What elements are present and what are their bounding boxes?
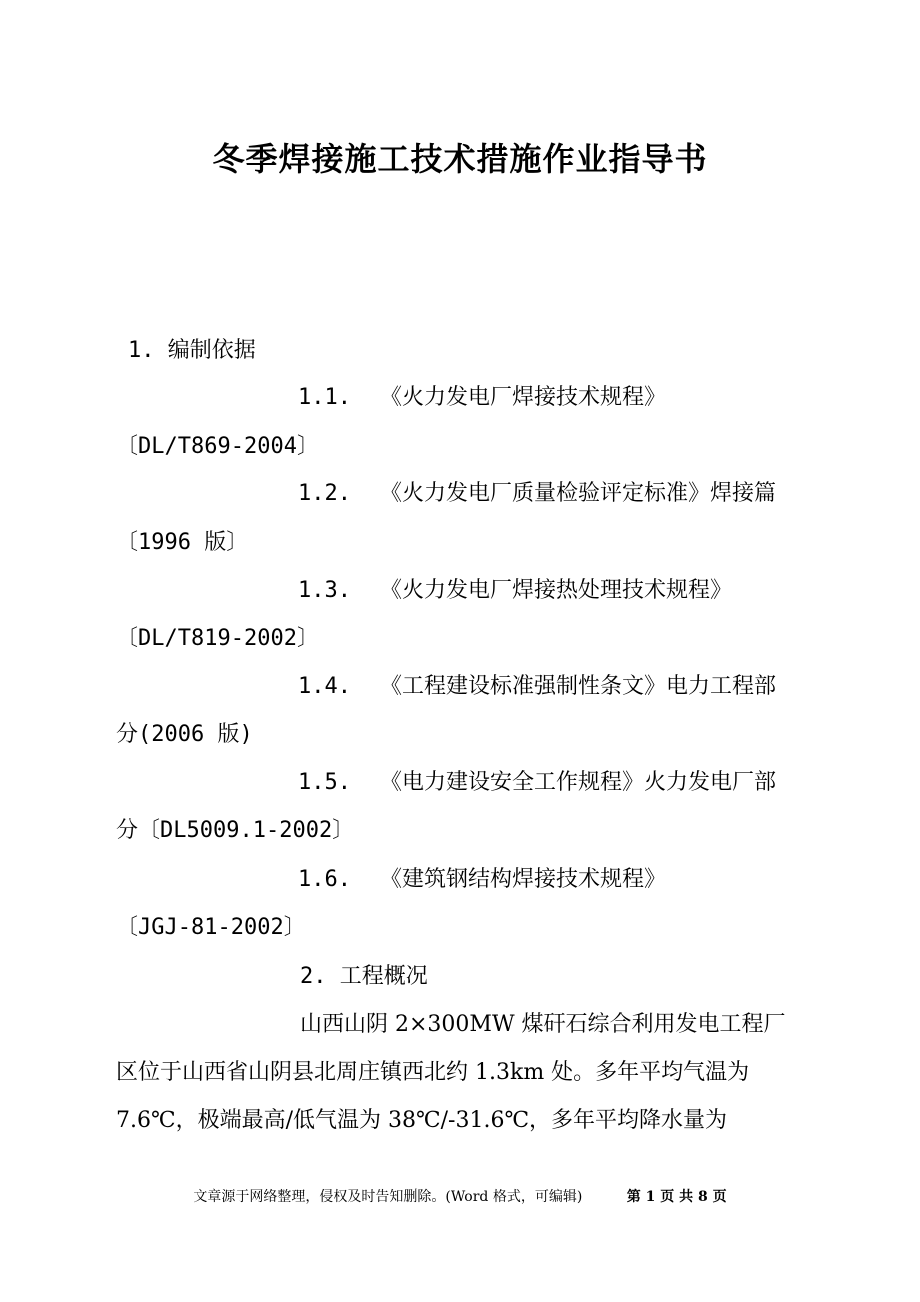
item-number: 1.4.: [298, 674, 351, 699]
item-continuation: 〔DL/T869-2004〕: [116, 434, 319, 459]
item-number: 1.2.: [298, 481, 351, 506]
item-continuation: 分(2006 版): [116, 722, 253, 747]
item-number: 1.1.: [298, 385, 351, 410]
paragraph-line: 山西山阴 2×300MW 煤矸石综合利用发电工程厂: [300, 1012, 786, 1037]
footer-note: 文章源于网络整理，侵权及时告知删除。(Word 格式，可编辑): [193, 1189, 583, 1205]
item-text: 《火力发电厂质量检验评定标准》焊接篇: [380, 481, 777, 506]
item-number: 1.5.: [298, 770, 351, 795]
item-continuation: 〔JGJ-81-2002〕: [116, 915, 306, 940]
section-heading-2: 2. 工程概况: [300, 964, 428, 989]
item-number: 1.6.: [298, 867, 351, 892]
item-number: 1.3.: [298, 578, 351, 603]
section-heading-1: 1. 编制依据: [128, 338, 256, 363]
paragraph-line: 区位于山西省山阴县北周庄镇西北约 1.3km 处。多年平均气温为: [116, 1060, 750, 1085]
item-text: 《电力建设安全工作规程》火力发电厂部: [380, 770, 777, 795]
item-continuation: 〔1996 版〕: [116, 530, 249, 555]
item-text: 《工程建设标准强制性条文》电力工程部: [380, 674, 777, 699]
document-title: 冬季焊接施工技术措施作业指导书: [212, 140, 708, 178]
page-footer: [0, 1186, 920, 1206]
item-text: 《建筑钢结构焊接技术规程》: [380, 867, 667, 892]
item-text: 《火力发电厂焊接热处理技术规程》: [380, 578, 733, 603]
item-text: 《火力发电厂焊接技术规程》: [380, 385, 667, 410]
paragraph-line: 7.6℃，极端最高/低气温为 38℃/-31.6℃，多年平均降水量为: [116, 1108, 728, 1133]
page-number: 第 1 页 共 8 页: [626, 1189, 727, 1205]
item-continuation: 〔DL/T819-2002〕: [116, 626, 319, 651]
item-continuation: 分〔DL5009.1-2002〕: [116, 818, 355, 843]
